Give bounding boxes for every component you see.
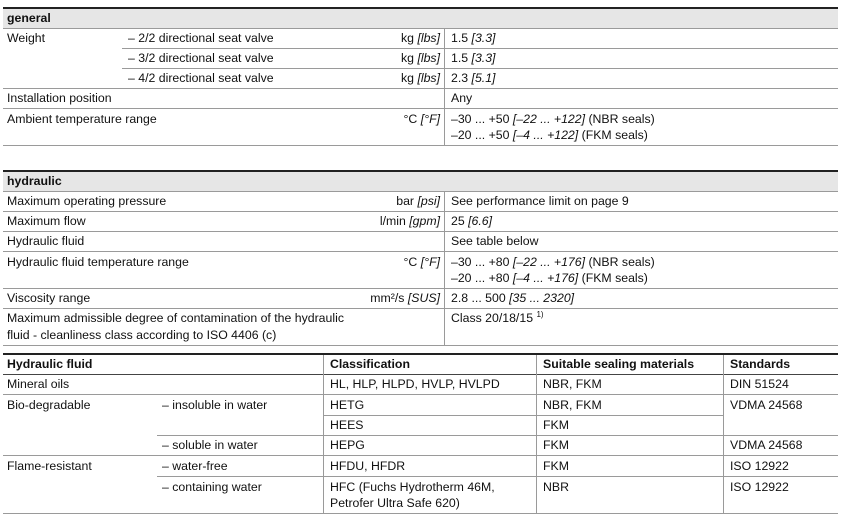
pressure-label: Maximum operating pressure	[7, 194, 167, 208]
classification-cell-line2: Petrofer Ultra Safe 620)	[330, 496, 460, 510]
column-divider	[536, 355, 537, 513]
column-divider	[723, 355, 724, 513]
column-divider	[444, 191, 445, 345]
sealing-cell: NBR, FKM	[543, 377, 602, 391]
rule	[323, 415, 723, 416]
flow-unit: l/min [gpm]	[379, 214, 440, 228]
rule	[3, 191, 838, 192]
rule	[3, 374, 838, 375]
col-header-classification: Classification	[330, 357, 410, 371]
classification-cell: HEPG	[330, 438, 365, 452]
sealing-cell: NBR, FKM	[543, 398, 602, 412]
fluid-name: Mineral oils	[7, 377, 70, 391]
standard-cell: VDMA 24568	[730, 438, 803, 452]
fluid-label: Hydraulic fluid	[7, 234, 85, 248]
weight-variant: – 4/2 directional seat valve	[128, 71, 274, 85]
weight-unit: kg [lbs]	[401, 51, 440, 65]
pressure-unit: bar [psi]	[396, 194, 440, 208]
weight-unit: kg [lbs]	[401, 31, 440, 45]
fluid-subtype: – water-free	[162, 459, 228, 473]
rule	[3, 288, 838, 289]
fluid-subtype: – soluble in water	[162, 438, 258, 452]
ambient-value-nbr: –30 ... +50 [–22 ... +122] (NBR seals)	[451, 112, 655, 126]
classification-cell: HFDU, HFDR	[330, 459, 406, 473]
fluid-temp-value-fkm: –20 ... +80 [–4 ... +176] (FKM seals)	[451, 271, 648, 285]
sealing-cell: FKM	[543, 459, 569, 473]
viscosity-unit: mm²/s [SUS]	[370, 291, 440, 305]
section-header-band	[3, 172, 838, 191]
fluid-temp-label: Hydraulic fluid temperature range	[7, 255, 189, 269]
fluid-name: Flame-resistant	[7, 459, 92, 473]
rule	[3, 353, 838, 355]
pressure-value: See performance limit on page 9	[451, 194, 629, 208]
viscosity-label: Viscosity range	[7, 291, 91, 305]
weight-label: Weight	[7, 31, 46, 45]
standard-cell: DIN 51524	[730, 377, 789, 391]
rule	[3, 231, 838, 232]
fluid-temp-value-nbr: –30 ... +80 [–22 ... +176] (NBR seals)	[451, 255, 655, 269]
fluid-subtype: – insoluble in water	[162, 398, 268, 412]
contamination-label-line1: Maximum admissible degree of contamination of the hydraulic	[7, 311, 344, 325]
rule	[3, 394, 838, 395]
weight-variant: – 2/2 directional seat valve	[128, 31, 274, 45]
fluid-temp-unit: °C [°F]	[403, 255, 440, 269]
rule	[3, 455, 838, 456]
flow-value: 25 [6.6]	[451, 214, 493, 228]
rule	[3, 108, 838, 109]
installation-label: Installation position	[7, 91, 112, 105]
fluid-name: Bio-degradable	[7, 398, 91, 412]
section-header-band	[3, 9, 838, 28]
rule	[3, 513, 838, 514]
weight-value: 1.5 [3.3]	[451, 31, 496, 45]
fluid-value: See table below	[451, 234, 539, 248]
rule	[3, 251, 838, 252]
classification-cell: HFC (Fuchs Hydrotherm 46M,	[330, 480, 495, 494]
flow-label: Maximum flow	[7, 214, 86, 228]
rule	[3, 145, 838, 146]
installation-value: Any	[451, 91, 473, 105]
rule	[3, 28, 838, 29]
standard-cell: ISO 12922	[730, 459, 789, 473]
column-divider	[444, 28, 445, 145]
col-header-standards: Standards	[730, 357, 791, 371]
weight-value: 2.3 [5.1]	[451, 71, 496, 85]
ambient-label: Ambient temperature range	[7, 112, 157, 126]
col-header-fluid: Hydraulic fluid	[7, 357, 93, 371]
section-title-general: general	[7, 11, 51, 25]
rule	[3, 345, 838, 346]
standard-cell: ISO 12922	[730, 480, 789, 494]
rule	[3, 308, 838, 309]
sealing-cell: NBR	[543, 480, 569, 494]
column-divider	[323, 355, 324, 513]
rule	[122, 68, 838, 69]
classification-cell: HETG	[330, 398, 365, 412]
weight-value: 1.5 [3.3]	[451, 51, 496, 65]
rule	[157, 476, 838, 477]
viscosity-value: 2.8 ... 500 [35 ... 2320]	[451, 291, 575, 305]
contamination-label-line2: fluid - cleanliness class according to ISO 4406 (c)	[7, 328, 277, 342]
col-header-sealing: Suitable sealing materials	[543, 357, 695, 371]
rule	[157, 435, 838, 436]
weight-variant: – 3/2 directional seat valve	[128, 51, 274, 65]
rule	[122, 48, 838, 49]
rule	[3, 211, 838, 212]
ambient-unit: °C [°F]	[403, 112, 440, 126]
classification-cell: HEES	[330, 418, 364, 432]
weight-unit: kg [lbs]	[401, 71, 440, 85]
sealing-cell: FKM	[543, 438, 569, 452]
classification-cell: HL, HLP, HLPD, HVLP, HVLPD	[330, 377, 500, 391]
contamination-value: Class 20/18/15 $^{1)}$	[451, 310, 544, 325]
footnote-marker: 1)	[536, 310, 544, 319]
standard-cell: VDMA 24568	[730, 398, 803, 412]
fluid-subtype: – containing water	[162, 480, 262, 494]
ambient-value-fkm: –20 ... +50 [–4 ... +122] (FKM seals)	[451, 128, 648, 142]
rule	[3, 88, 838, 89]
sealing-cell: FKM	[543, 418, 569, 432]
section-title-hydraulic: hydraulic	[7, 174, 62, 188]
